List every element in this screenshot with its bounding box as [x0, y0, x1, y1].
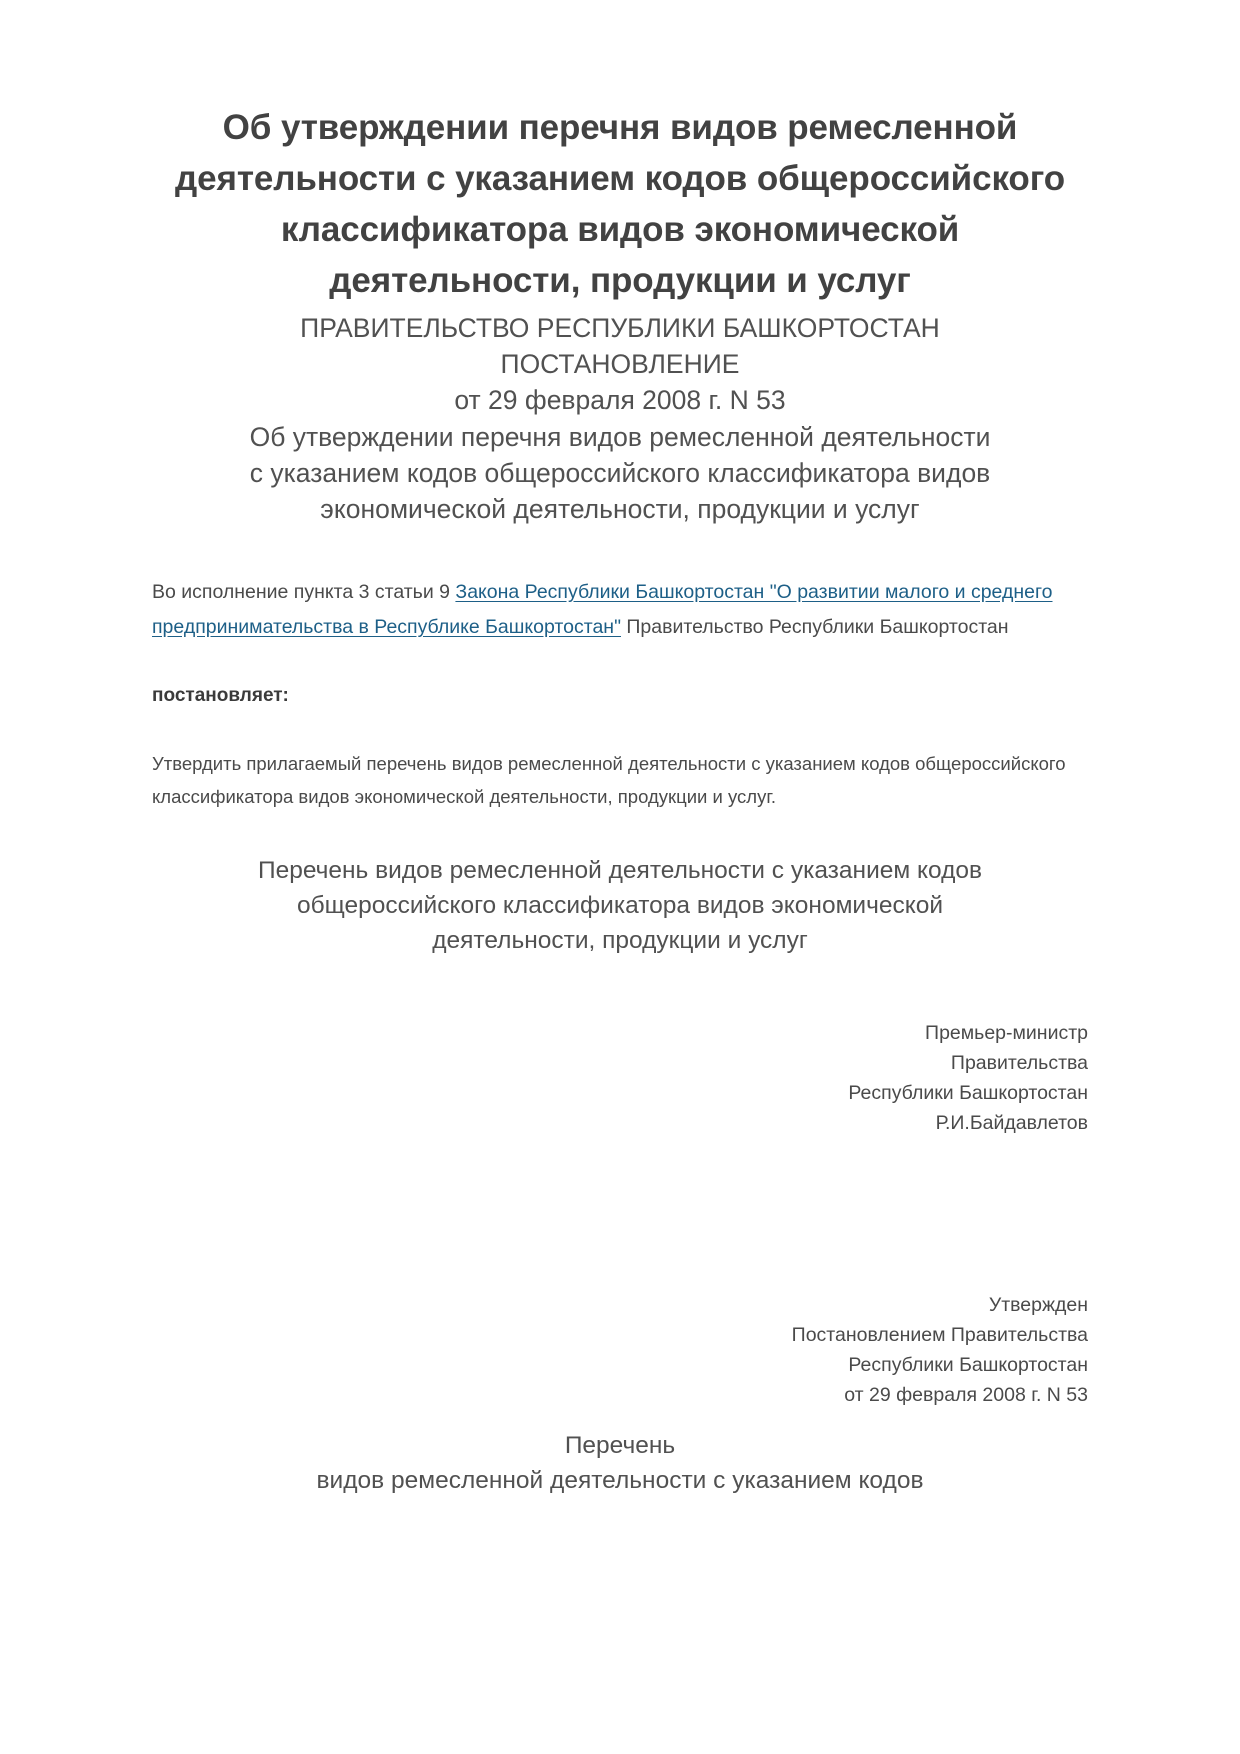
resolve-keyword: постановляет:: [152, 685, 289, 706]
approved-label: Утвержден: [988, 1294, 1088, 1316]
subject-line-2: с указанием кодов общероссийского классификатора видов: [249, 458, 991, 488]
document-type: ПОСТАНОВЛЕНИЕ: [500, 349, 740, 379]
approve-paragraph: Утвердить прилагаемый перечень видов ремесленной деятельности с указанием кодов общероссийского классификатора видов экономической деятельности, продукции и услуг.: [152, 753, 1066, 807]
page-title: Об утверждении перечня видов ремесленной деятельности с указанием кодов общероссийского классификатора видов экономической деятельности, продукции и услуг: [175, 108, 1065, 300]
document-content: [152, 0, 1088, 1498]
signatory-region: Республики Башкортостан: [848, 1082, 1088, 1104]
appendix-title: [152, 1428, 1088, 1498]
approved-authority: Постановлением Правительства: [791, 1324, 1088, 1346]
list-heading-line-2: общероссийского классификатора видов экономической: [296, 892, 944, 919]
list-heading-line-1: Перечень видов ремесленной деятельности с указанием кодов: [257, 857, 983, 884]
signatory-body: Правительства: [950, 1052, 1088, 1074]
appendix-title-line-2: видов ремесленной деятельности с указанием кодов: [316, 1467, 924, 1494]
intro-paragraph: [152, 575, 1088, 645]
signatory-name: Р.И.Байдавлетов: [935, 1112, 1088, 1134]
intro-text-before-link: Во исполнение пункта 3 статьи 9: [152, 581, 456, 603]
intro-text-after-link: Правительство Республики Башкортостан: [621, 616, 1009, 638]
subject-line-1: Об утверждении перечня видов ремесленной деятельности: [249, 422, 991, 452]
list-heading: [152, 853, 1088, 958]
list-heading-line-3: деятельности, продукции и услуг: [432, 927, 808, 954]
document-date-number: от 29 февраля 2008 г. N 53: [454, 385, 786, 415]
signatory-position: Премьер-министр: [925, 1022, 1088, 1044]
authority-name: ПРАВИТЕЛЬСТВО РЕСПУБЛИКИ БАШКОРТОСТАН: [300, 313, 940, 343]
appendix-title-line-1: Перечень: [564, 1432, 676, 1459]
approved-region: Республики Башкортостан: [848, 1354, 1088, 1376]
authority-block: [152, 310, 1088, 418]
approved-by-block: [152, 1290, 1088, 1410]
subject-line-3: экономической деятельности, продукции и услуг: [320, 494, 920, 524]
document-subject: [152, 419, 1088, 527]
approved-date-number: от 29 февраля 2008 г. N 53: [844, 1384, 1088, 1406]
signature-block: [152, 1018, 1088, 1138]
law-reference-link[interactable]: Закона Республики Башкортостан "О развитии малого и среднего предпринимательства в Республике Башкортостан": [152, 581, 1053, 638]
